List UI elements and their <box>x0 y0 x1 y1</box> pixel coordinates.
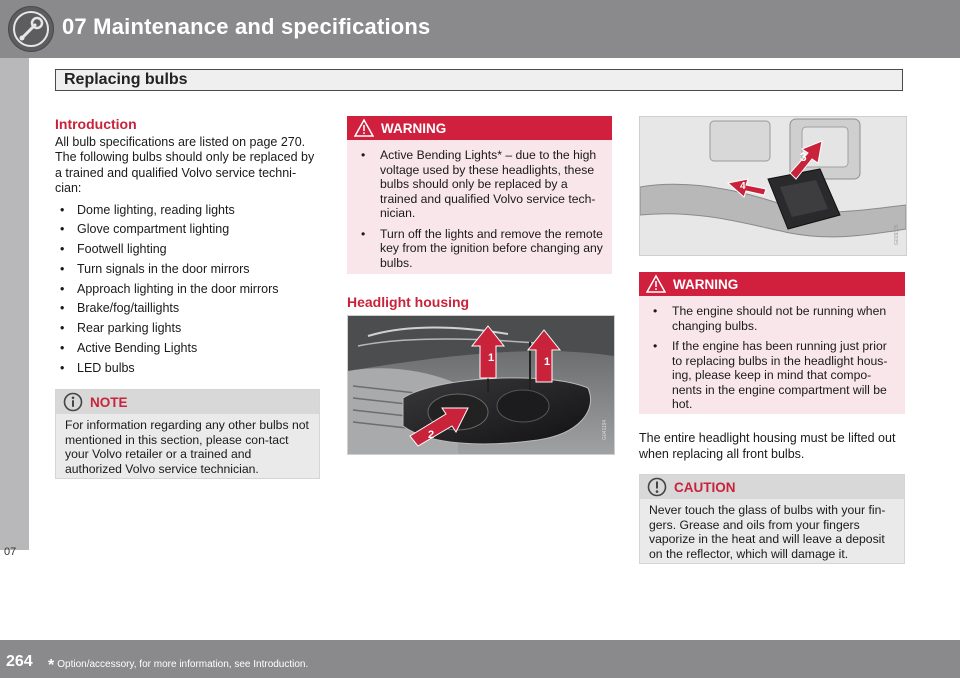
headlight-heading: Headlight housing <box>347 294 470 310</box>
list-item: • Turn signals in the door mirrors <box>55 262 321 278</box>
caution-label: CAUTION <box>674 480 736 495</box>
list-item: • Dome lighting, reading lights <box>55 203 321 219</box>
chapter-tab <box>0 58 29 558</box>
caution-text: Never touch the glass of bulbs with your fin-gers. Grease and oils from your fingers vaporize in the heat and will leave a deposit on the reflector, which will damage it. <box>649 503 886 561</box>
list-item: • Footwell lighting <box>55 242 321 258</box>
caution-box <box>639 474 905 564</box>
list-item: • Active Bending Lights <box>55 341 321 357</box>
page-footer <box>0 640 960 678</box>
note-text: For information regarding any other bulbs not mentioned in this section, please con-tact your Volvo retailer or a trained and authorized Volvo service technician. <box>65 418 309 476</box>
note-header <box>56 390 319 414</box>
warning-label: WARNING <box>381 121 447 136</box>
list-item: • Brake/fog/taillights <box>55 301 321 317</box>
warning-list <box>356 148 603 270</box>
page-number: 264 <box>6 653 33 670</box>
headlight-image <box>347 315 615 455</box>
exclamation-icon <box>647 477 667 497</box>
intro-heading: Introduction <box>55 116 137 132</box>
warning-box <box>347 116 612 274</box>
warning-label: WARNING <box>673 277 739 292</box>
list-item: • If the engine has been running just prior to replacing bulbs in the headlight hous-ing, please keep in mind that compo-nents in the engine compartment will be hot. <box>648 339 896 412</box>
arrow-label: 2 <box>428 429 435 441</box>
caution-header <box>640 475 904 499</box>
footnote <box>48 657 308 675</box>
section-title: Replacing bulbs <box>64 71 188 88</box>
note-box <box>55 389 320 479</box>
chapter-title: 07 Maintenance and specifications <box>62 14 431 39</box>
section-header <box>55 69 903 91</box>
chapter-number: 07 <box>4 546 17 558</box>
warning-icon <box>354 118 374 138</box>
image-code: G041194 <box>602 419 608 440</box>
warning-header <box>347 116 612 140</box>
arrow-label: 3 <box>800 150 807 164</box>
arrow-label: 1 <box>488 352 495 364</box>
list-item: • Turn off the lights and remove the remote key from the ignition before changing any bulbs. <box>356 227 603 271</box>
bulb-connector-illustration <box>640 117 906 255</box>
headlight-illustration <box>348 316 614 454</box>
list-item: • Active Bending Lights* – due to the high voltage used by these headlights, these bulbs should only be replaced by a trained and qualified Volvo service tech-nician. <box>356 148 603 221</box>
info-icon <box>63 392 83 412</box>
footnote-star: * <box>48 657 55 674</box>
footnote-text: Option/accessory, for more information, see Introduction. <box>57 659 309 670</box>
housing-text: The entire headlight housing must be lifted out when replacing all front bulbs. <box>639 431 896 461</box>
image-code: G019335 <box>894 224 900 245</box>
warning-header <box>639 272 905 296</box>
wrench-icon <box>8 6 54 52</box>
list-item: • Glove compartment lighting <box>55 222 321 238</box>
warning-box <box>639 272 905 414</box>
warning-list <box>648 304 896 412</box>
bulb-list <box>55 203 321 377</box>
list-item: • LED bulbs <box>55 361 321 377</box>
chapter-header <box>0 0 960 58</box>
list-item: • The engine should not be running when changing bulbs. <box>648 304 896 333</box>
note-label: NOTE <box>90 395 128 410</box>
connector-image <box>639 116 907 256</box>
list-item: • Rear parking lights <box>55 321 321 337</box>
list-item: • Approach lighting in the door mirrors <box>55 282 321 298</box>
arrow-label: 1 <box>544 356 551 368</box>
intro-text: All bulb specifications are listed on page 270. The following bulbs should only be replaced by a trained and qualified Volvo service techni-cian: <box>55 134 315 195</box>
warning-icon <box>646 274 666 294</box>
intro-column <box>55 117 321 381</box>
arrow-label: 4 <box>740 181 746 192</box>
